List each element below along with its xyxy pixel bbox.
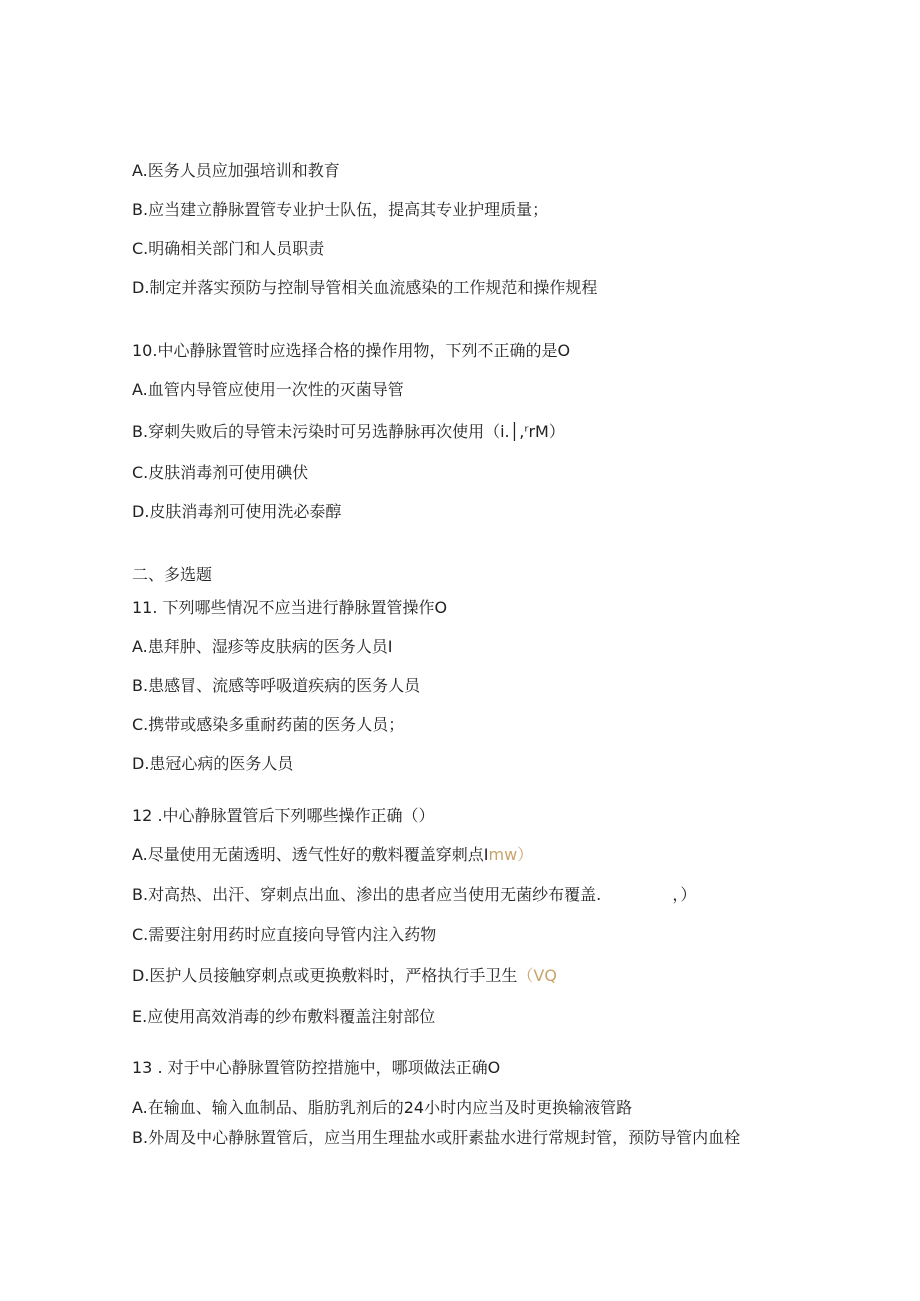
option-text: D.医护人员接触穿刺点或更换敷料时，严格执行手卫生 bbox=[132, 966, 518, 985]
question-10-option-a: A.血管内导管应使用一次性的灭菌导管 bbox=[132, 380, 404, 399]
option-text: C.需要注射用药时应直接向导管内注入药物 bbox=[132, 925, 437, 944]
option-a: A.医务人员应加强培训和教育 bbox=[132, 161, 340, 180]
option-d: D.制定并落实预防与控制导管相关血流感染的工作规范和操作规程 bbox=[132, 278, 598, 297]
option-b: B.应当建立静脉置管专业护士队伍，提高其专业护理质量； bbox=[132, 200, 549, 219]
question-10-option-b: B.穿刺失败后的导管未污染时可另选静脉再次使用（i.│,ʳrM） bbox=[132, 422, 565, 441]
question-12-option-e bbox=[132, 1007, 435, 1027]
question-10-option-c: C.皮肤消毒剂可使用碘伏 bbox=[132, 463, 309, 482]
section-heading: 二、多选题 bbox=[132, 565, 213, 584]
question-11-option-b: B.患感冒、流感等呼吸道疾病的医务人员 bbox=[132, 676, 421, 695]
question-12-option-b bbox=[132, 885, 696, 905]
question-11-option-a: A.患拜肿、湿疹等皮肤病的医务人员I bbox=[132, 637, 393, 656]
question-12-option-c bbox=[132, 925, 436, 945]
option-faint-text: mw） bbox=[488, 845, 534, 864]
question-13-option-a: A.在输血、输入血制品、脂肪乳剂后的24小时内应当及时更换输液管路 bbox=[132, 1098, 633, 1117]
question-13-option-b: B.外周及中心静脉置管后，应当用生理盐水或肝素盐水进行常规封管，预防导管内血栓 bbox=[132, 1128, 741, 1147]
option-text: E.应使用高效消毒的纱布敷料覆盖注射部位 bbox=[132, 1007, 436, 1026]
question-12-option-a bbox=[132, 845, 533, 865]
question-12-option-d bbox=[132, 966, 557, 986]
option-text: A.尽量使用无菌透明、透气性好的敷料覆盖穿刺点I bbox=[132, 845, 489, 864]
question-11-option-c: C.携带或感染多重耐药菌的医务人员； bbox=[132, 715, 405, 734]
question-10-option-d: D.皮肤消毒剂可使用洗必泰醇 bbox=[132, 502, 342, 521]
question-10-stem: 10.中心静脉置管时应选择合格的操作用物，下列不正确的是O bbox=[132, 341, 571, 360]
question-11-stem: 11. 下列哪些情况不应当进行静脉置管操作O bbox=[132, 598, 448, 617]
question-12-stem: 12 .中心静脉置管后下列哪些操作正确（） bbox=[132, 806, 435, 825]
option-text: B.对高热、出汗、穿刺点出血、渗出的患者应当使用无菌纱布覆盖. ，） bbox=[132, 885, 697, 904]
question-11-option-d: D.患冠心病的医务人员 bbox=[132, 754, 294, 773]
option-faint-text: （VQ bbox=[517, 966, 557, 985]
option-c: C.明确相关部门和人员职责 bbox=[132, 239, 325, 258]
question-13-stem: 13 . 对于中心静脉置管防控措施中，哪项做法正确O bbox=[132, 1058, 501, 1077]
